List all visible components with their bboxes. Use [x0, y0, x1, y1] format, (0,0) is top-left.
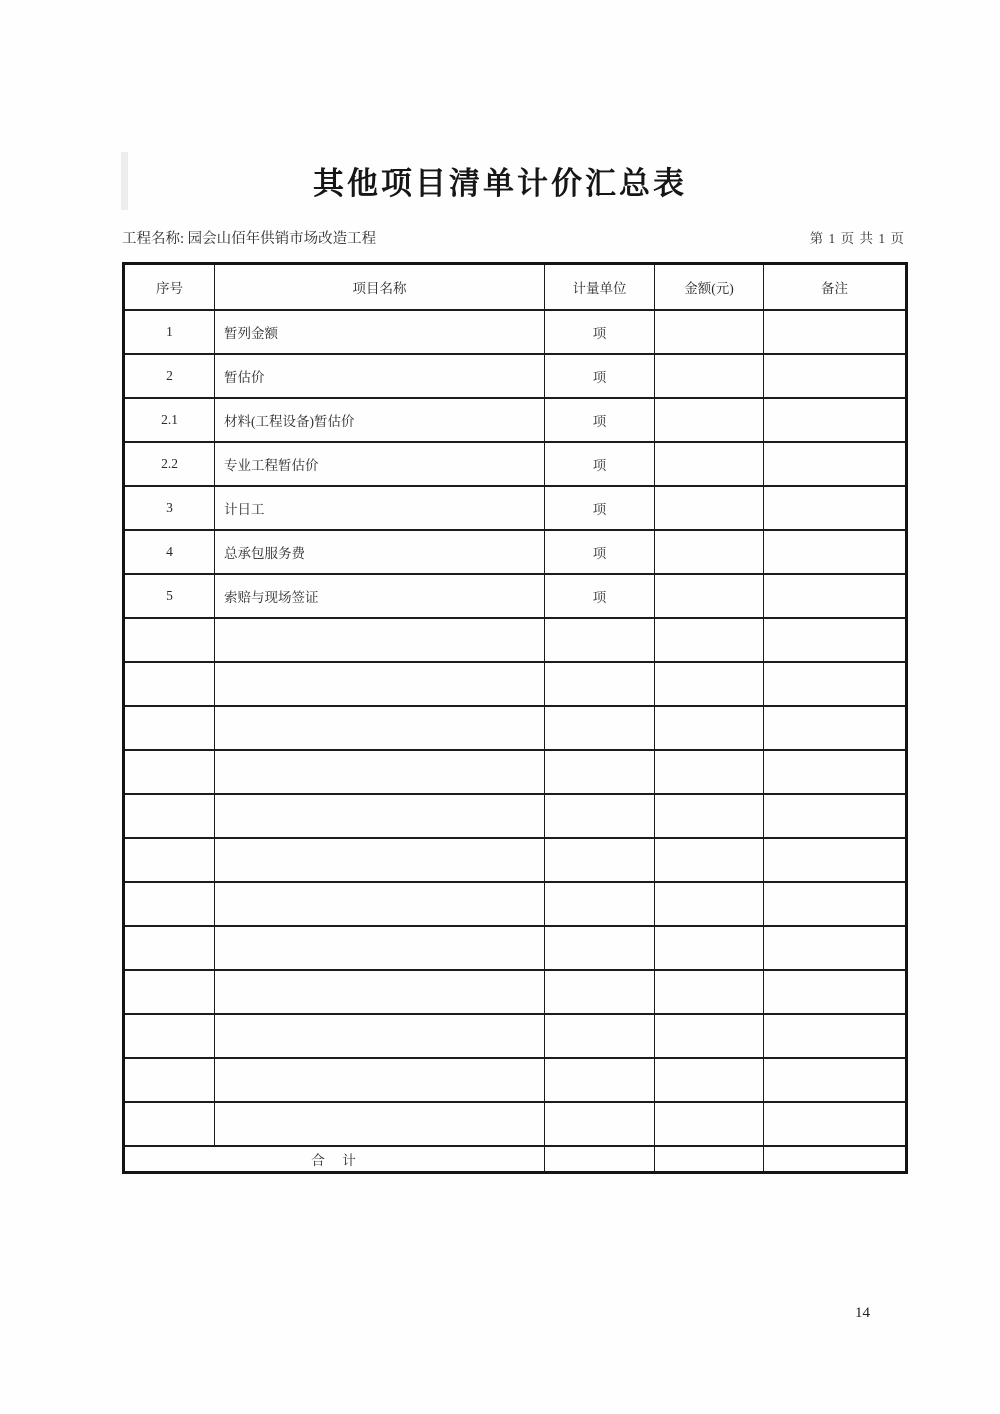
empty-row	[124, 882, 907, 926]
cell-note	[764, 310, 907, 354]
project-name-line: 工程名称: 园会山佰年供销市场改造工程	[122, 231, 377, 247]
meta-row	[122, 227, 905, 248]
cell-name: 专业工程暂估价	[215, 442, 545, 486]
empty-row	[124, 838, 907, 882]
cell-no: 4	[124, 530, 215, 574]
total-label: 合 计	[124, 1146, 545, 1173]
empty-row	[124, 750, 907, 794]
cell-name: 暂列金额	[215, 310, 545, 354]
column-header-amount: 金额(元)	[655, 264, 764, 311]
cell-note	[764, 574, 907, 618]
cell-no: 2.2	[124, 442, 215, 486]
summary-table	[122, 262, 908, 1174]
empty-row	[124, 706, 907, 750]
cell-no: 3	[124, 486, 215, 530]
table-row	[124, 354, 907, 398]
cell-note	[764, 530, 907, 574]
empty-row	[124, 1102, 907, 1146]
total-unit	[545, 1146, 655, 1173]
cell-amount	[655, 530, 764, 574]
table-row	[124, 310, 907, 354]
cell-amount	[655, 354, 764, 398]
cell-unit: 项	[545, 398, 655, 442]
cell-unit: 项	[545, 486, 655, 530]
cell-note	[764, 442, 907, 486]
cell-no: 2	[124, 354, 215, 398]
cell-amount	[655, 486, 764, 530]
table-header-row	[124, 264, 907, 311]
total-row	[124, 1146, 907, 1173]
table-row	[124, 574, 907, 618]
empty-row	[124, 970, 907, 1014]
cell-amount	[655, 574, 764, 618]
column-header-note: 备注	[764, 264, 907, 311]
page-number: 14	[855, 1305, 870, 1321]
cell-name: 暂估价	[215, 354, 545, 398]
total-amount	[655, 1146, 764, 1173]
total-note	[764, 1146, 907, 1173]
cell-note	[764, 398, 907, 442]
column-header-name: 项目名称	[215, 264, 545, 311]
document-title: 其他项目清单计价汇总表	[313, 166, 687, 202]
cell-amount	[655, 442, 764, 486]
column-header-unit: 计量单位	[545, 264, 655, 311]
cell-note	[764, 354, 907, 398]
cell-unit: 项	[545, 354, 655, 398]
cell-unit: 项	[545, 310, 655, 354]
cell-no: 2.1	[124, 398, 215, 442]
cell-name: 索赔与现场签证	[215, 574, 545, 618]
page-info: 第 1 页 共 1 页	[809, 231, 905, 246]
empty-row	[124, 794, 907, 838]
table-row	[124, 486, 907, 530]
cell-name: 材料(工程设备)暂估价	[215, 398, 545, 442]
cell-note	[764, 486, 907, 530]
cell-amount	[655, 310, 764, 354]
empty-row	[124, 618, 907, 662]
cell-name: 计日工	[215, 486, 545, 530]
empty-row	[124, 1058, 907, 1102]
cell-unit: 项	[545, 574, 655, 618]
table-row	[124, 398, 907, 442]
empty-row	[124, 1014, 907, 1058]
empty-row	[124, 926, 907, 970]
cell-unit: 项	[545, 530, 655, 574]
cell-name: 总承包服务费	[215, 530, 545, 574]
cell-no: 5	[124, 574, 215, 618]
table-row	[124, 442, 907, 486]
column-header-no: 序号	[124, 264, 215, 311]
empty-row	[124, 662, 907, 706]
cell-amount	[655, 398, 764, 442]
table-row	[124, 530, 907, 574]
cell-unit: 项	[545, 442, 655, 486]
cell-no: 1	[124, 310, 215, 354]
